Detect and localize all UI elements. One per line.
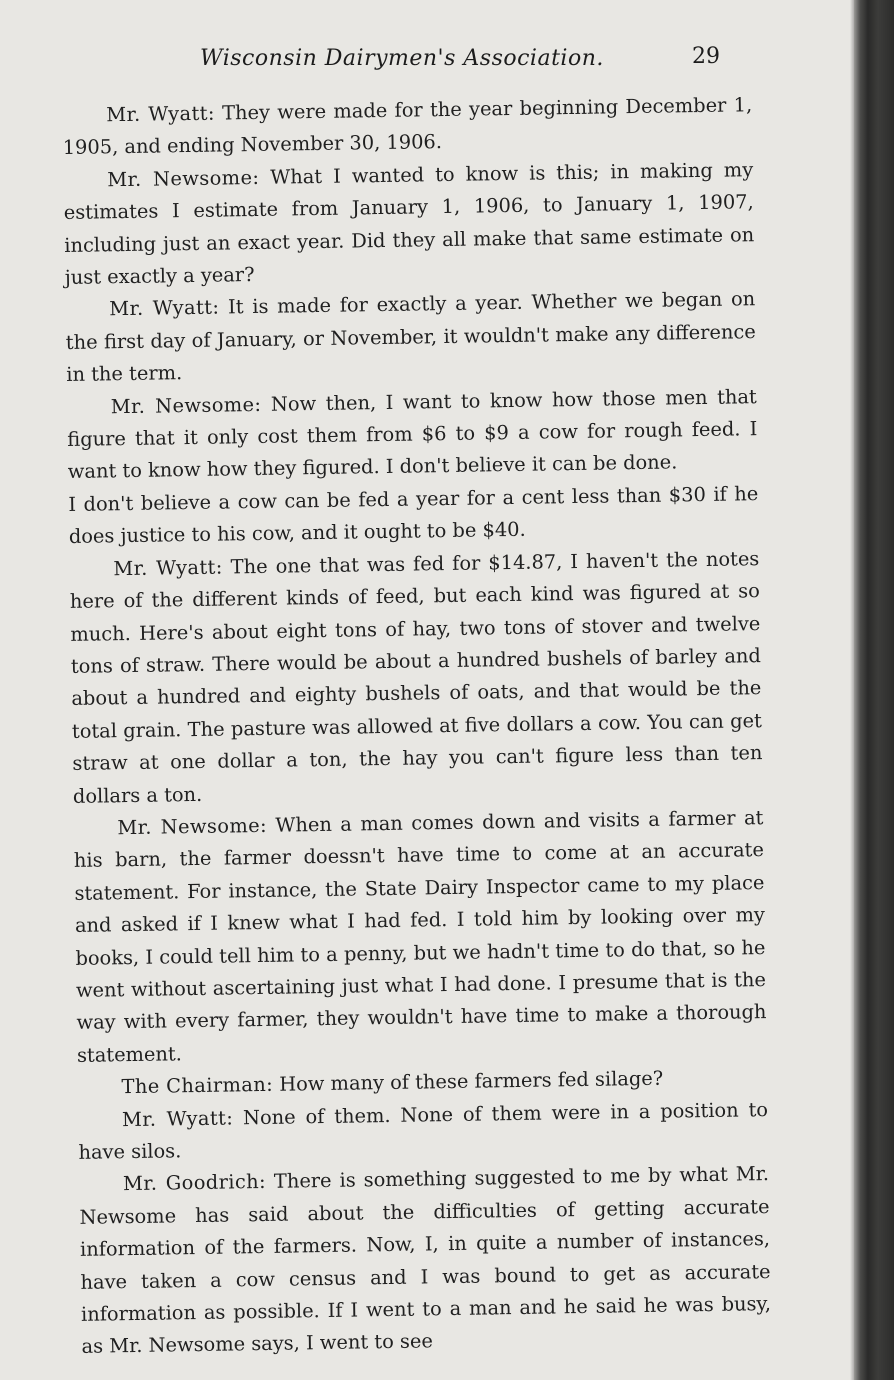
paragraph-text: How many of these farmers fed silage? <box>272 1066 664 1096</box>
speaker-name: Mr. Wyatt: <box>109 295 220 321</box>
paragraph-text: The one that was fed for $14.87, I haven't the notes here of the different kinds of feed, but each kind was figured at so much. Here's about eight tons of hay, two tons of stover and twelve tons of straw. There would be about a hundred bushels of barley and about a hundred and eighty bushels of oats, and that would be the total grain. The pasture was allowed at five dollars a cow. You can get straw at one dollar a ton, the hay you can't figure less than ten dollars a ton. <box>69 546 763 808</box>
paragraph <box>78 1094 769 1170</box>
paragraph-text: None of them. None of them were in a position to have silos. <box>78 1097 769 1164</box>
paragraph-text: I don't believe a cow can be fed a year for a cent less than $30 if he does justice to his cow, and it ought to be $40. <box>68 481 759 549</box>
paragraph <box>73 802 767 1072</box>
paragraph <box>65 284 756 392</box>
body-text <box>62 89 772 1364</box>
speaker-name: Mr. Goodrich: <box>122 1170 267 1196</box>
paragraph <box>63 154 755 294</box>
speaker-name: Mr. Newsome: <box>110 392 262 418</box>
book-spine <box>854 0 894 1380</box>
page-header <box>200 44 720 80</box>
paragraph-text: There is something suggested to me by what Mr. Newsome has said about the difficulties of getting accurate information of the farmers. Now, I, in quite a number of instances, have taken a cow census and I was bound to get as accurate information as possible. If I went to a man and he said he was busy, as Mr. Newsome says, I went to see <box>79 1162 772 1359</box>
paragraph <box>68 478 759 554</box>
paragraph <box>67 381 758 489</box>
speaker-name: Mr. Newsome: <box>107 165 260 192</box>
paragraph-text: Now then, I want to know how those men that figure that it only cost them from $6 to $9 a cow for rough feed. I want to know how they figured. I don't believe it can be done. <box>67 384 758 484</box>
speaker-name: Mr. Wyatt: <box>113 555 223 580</box>
speaker-name: Mr. Wyatt: <box>121 1106 234 1131</box>
page-number: 29 <box>692 44 720 69</box>
paragraph-text: What I wanted to know is this; in making my estimates I estimate from January 1, 1906, to January 1, 1907, including just an exact year. Did they all make that same estimate on just exactly a year? <box>63 157 755 290</box>
paragraph-text: When a man comes down and visits a farmer at his barn, the farmer doessn't have time to come at an accurate statement. For instance, the State Dairy Inspector came to my place and asked if I knew what I had fed. I told him by looking over my books, I could tell him to a penny, but we hadn't time to do that, so he went without ascertaining just what I had done. I presume that is the way with every farmer, they wouldn't have time to make a thorough statement. <box>73 806 767 1067</box>
speaker-name: Mr. Wyatt: <box>106 101 216 127</box>
paragraph-text: They were made for the year beginning December 1, 1905, and ending November 30, 1906. <box>62 93 753 160</box>
speaker-name: Mr. Newsome: <box>117 813 268 840</box>
paragraph-text: It is made for exactly a year. Whether we began on the first day of January, or November, it wouldn't make any difference in the term. <box>65 287 756 387</box>
speaker-name: The Chairman: <box>121 1072 274 1099</box>
paragraph <box>69 543 763 813</box>
paragraph <box>62 89 753 165</box>
paragraph <box>79 1158 772 1363</box>
running-title: Wisconsin Dairymen's Association. <box>200 46 604 71</box>
